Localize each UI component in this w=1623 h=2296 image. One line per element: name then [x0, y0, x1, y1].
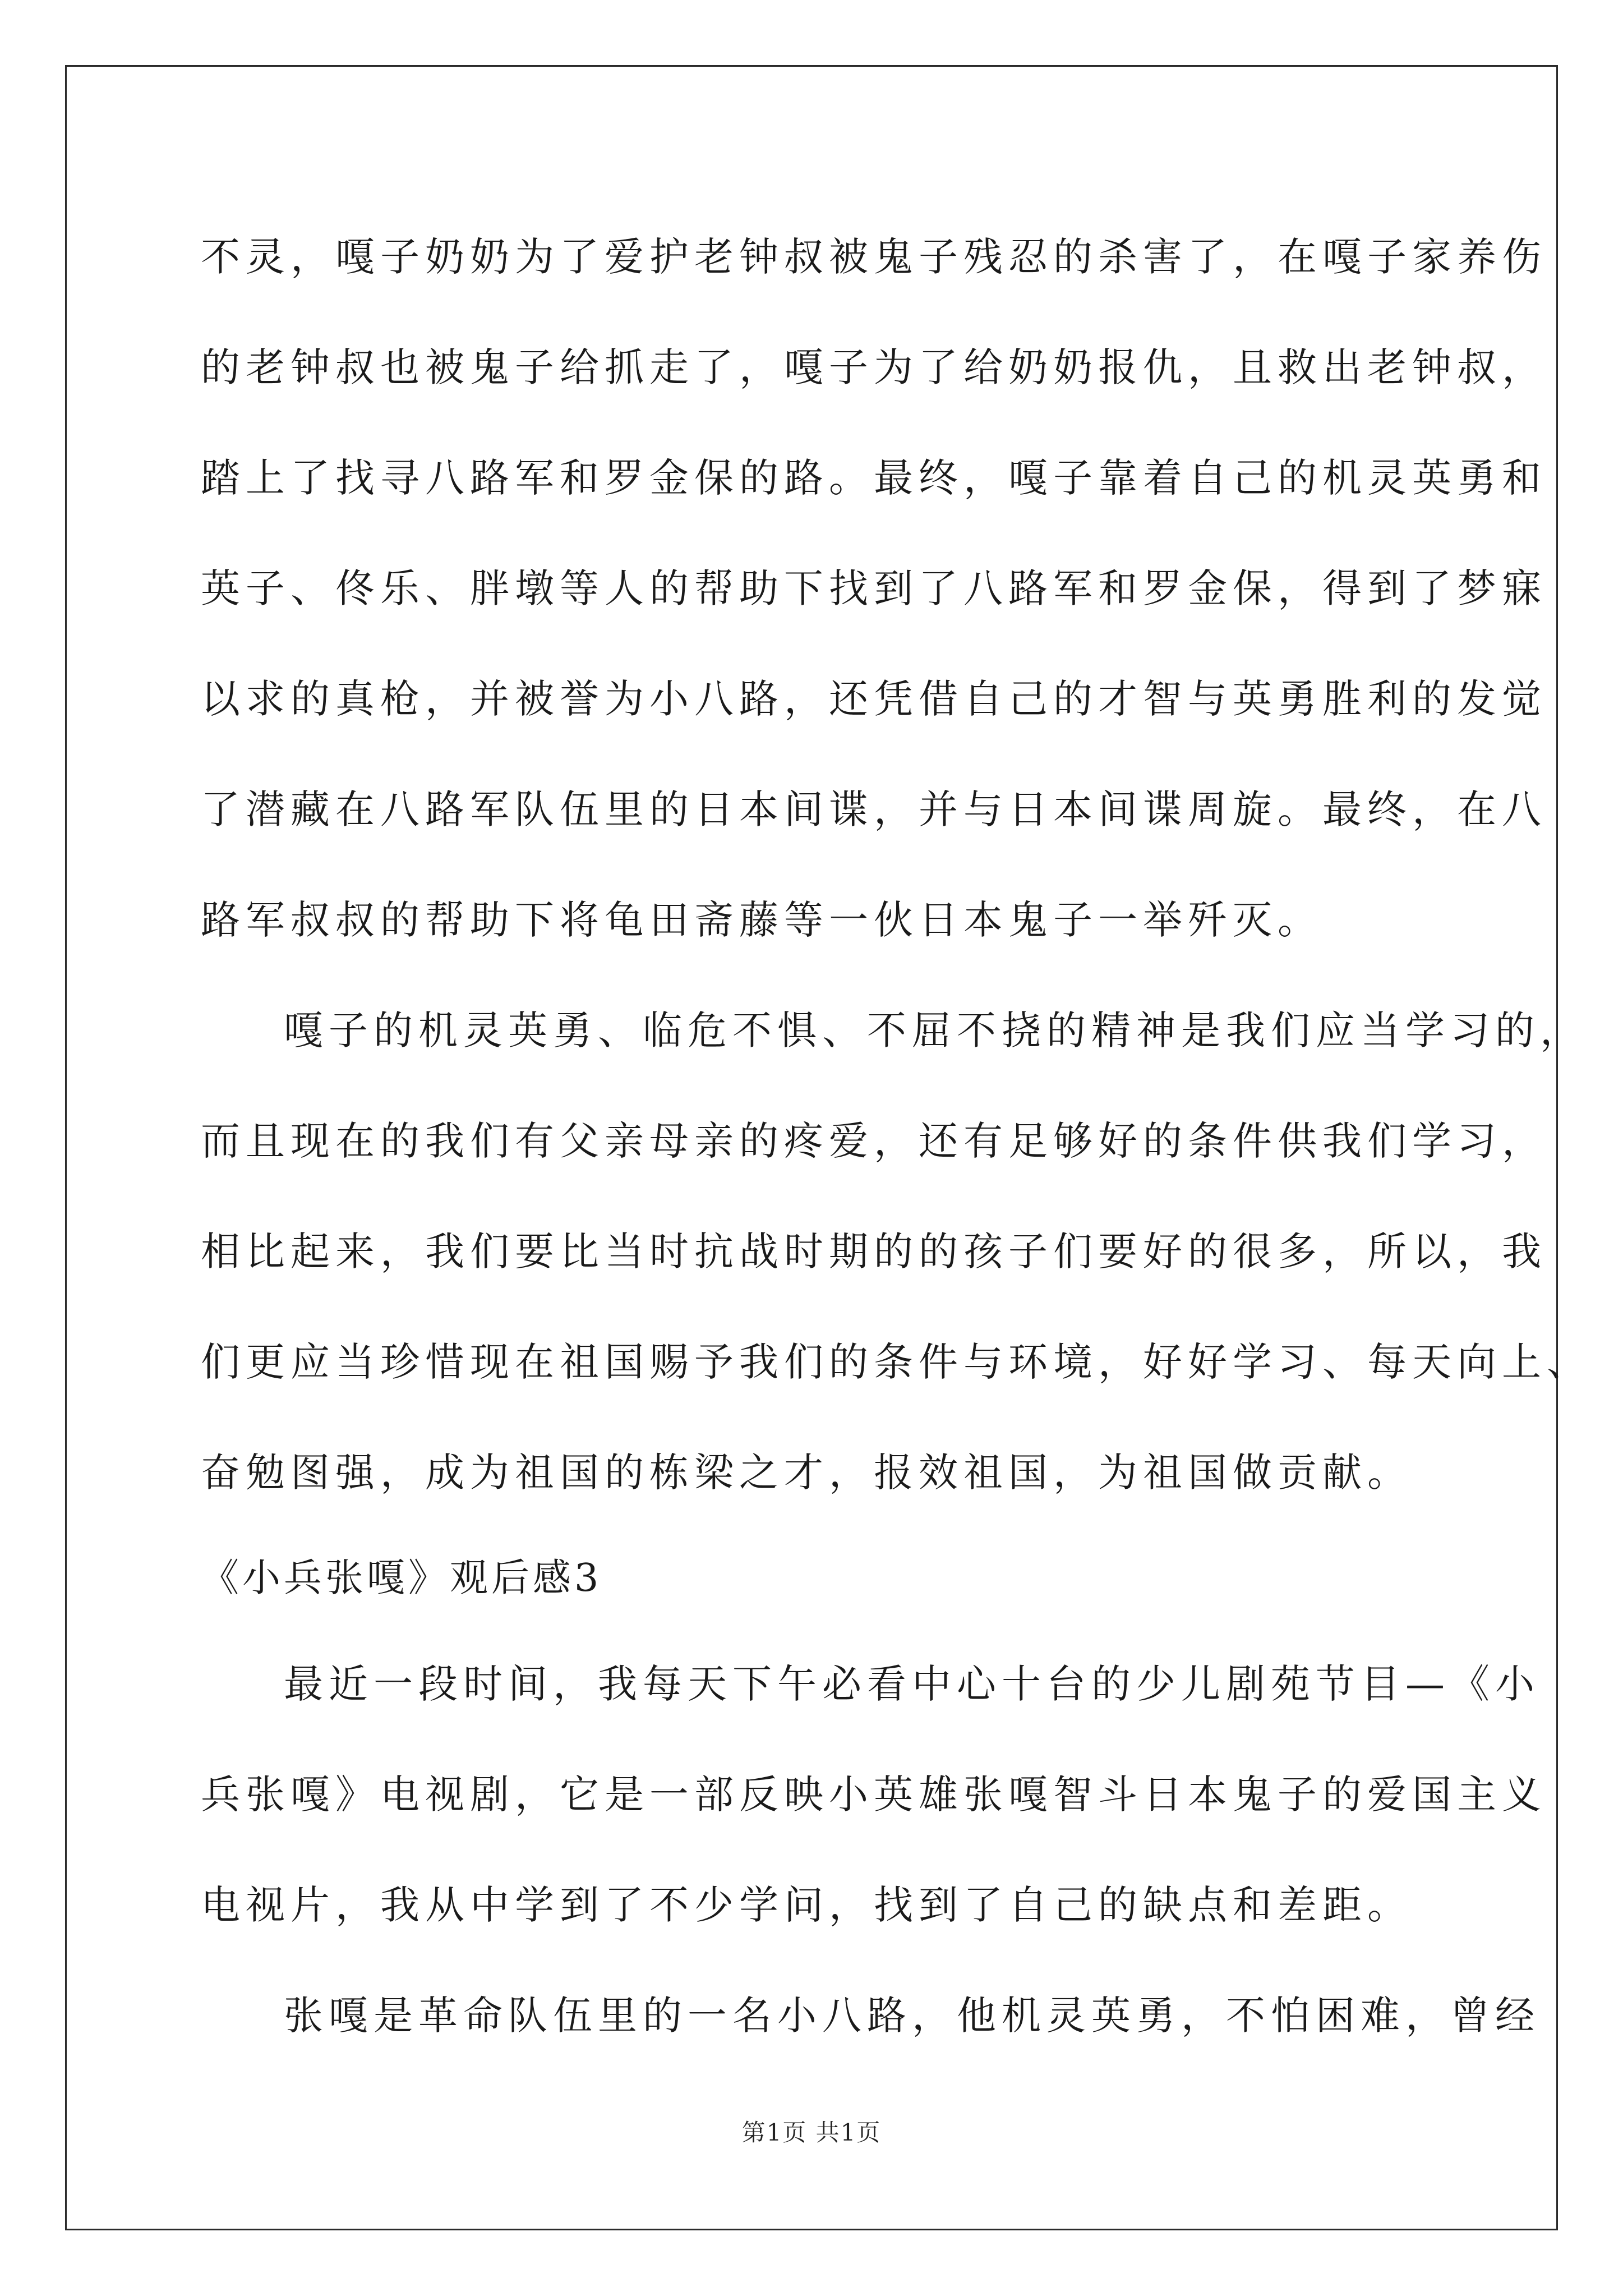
text-line: 电视片，我从中学到了不少学问，找到了自己的缺点和差距。 — [201, 1882, 1412, 1928]
text-line: 奋勉图强，成为祖国的栋梁之才，报效祖国，为祖国做贡献。 — [201, 1450, 1412, 1496]
text-line: 们更应当珍惜现在祖国赐予我们的条件与环境，好好学习、每天向上、 — [201, 1339, 1592, 1385]
text-line: 英子、佟乐、胖墩等人的帮助下找到了八路军和罗金保，得到了梦寐 — [201, 565, 1547, 611]
text-line: 嘎子的机灵英勇、临危不惧、不屈不挠的精神是我们应当学习的， — [284, 1007, 1585, 1053]
text-line: 以求的真枪，并被誉为小八路，还凭借自己的才智与英勇胜利的发觉 — [201, 676, 1547, 722]
text-line: 不灵，嘎子奶奶为了爱护老钟叔被鬼子残忍的杀害了，在嘎子家养伤 — [201, 234, 1547, 280]
text-line: 兵张嘎》电视剧，它是一部反映小英雄张嘎智斗日本鬼子的爱国主义 — [201, 1772, 1547, 1818]
page-footer: 第1页 共1页 — [741, 2119, 882, 2146]
paragraph-2 — [201, 976, 1592, 1528]
text-line: 最近一段时间，我每天下午必看中心十台的少儿剧苑节目—《小 — [284, 1661, 1540, 1707]
text-line: 相比起来，我们要比当时抗战时期的的孩子们要好的很多，所以，我 — [201, 1228, 1547, 1274]
paragraph-3 — [201, 1629, 1547, 1961]
text-line: 的老钟叔也被鬼子给抓走了，嘎子为了给奶奶报仇，且救出老钟叔， — [201, 344, 1547, 390]
text-line: 路军叔叔的帮助下将龟田斋藤等一伙日本鬼子一举歼灭。 — [201, 897, 1322, 943]
document-body — [201, 202, 1592, 2071]
text-line: 张嘎是革命队伍里的一名小八路，他机灵英勇，不怕困难，曾经 — [284, 1993, 1540, 2039]
paragraph-1 — [201, 202, 1547, 976]
paragraph-4 — [201, 1961, 1540, 2071]
text-line: 了潜藏在八路军队伍里的日本间谍，并与日本间谍周旋。最终，在八 — [201, 786, 1547, 832]
text-line: 而且现在的我们有父亲母亲的疼爱，还有足够好的条件供我们学习， — [201, 1118, 1547, 1164]
text-line: 踏上了找寻八路军和罗金保的路。最终，嘎子靠着自己的机灵英勇和 — [201, 455, 1547, 501]
section-heading: 《小兵张嘎》观后感3 — [201, 1556, 602, 1600]
